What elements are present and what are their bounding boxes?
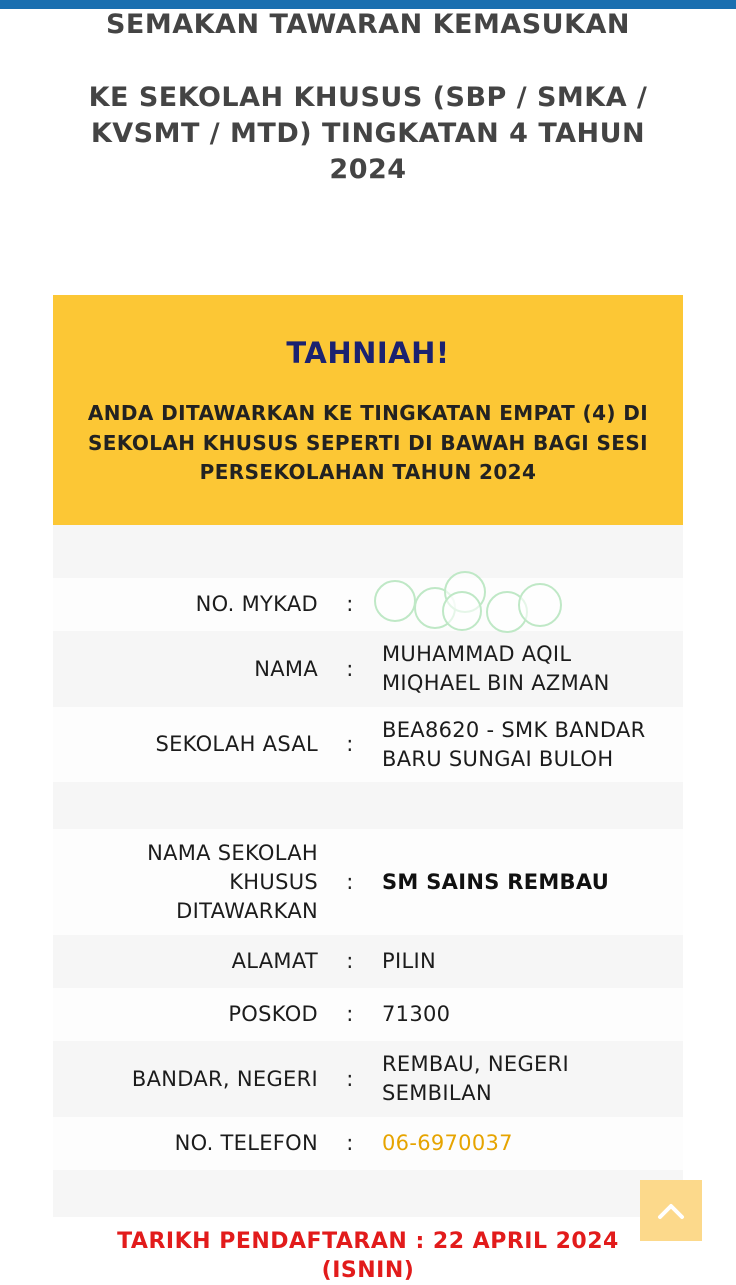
colon: : [346,1066,354,1091]
row-telefon [53,1117,683,1170]
telefon-label: NO. TELEFON [174,1131,318,1155]
back-to-top-button[interactable] [640,1180,702,1241]
telefon-link[interactable]: 06-6970037 [382,1131,513,1155]
row-sekolah-khusus [53,829,683,935]
mykad-value-redacted [382,585,672,625]
chevron-up-icon [657,1202,685,1220]
poskod-label: POSKOD [228,1002,318,1026]
registration-date: TARIKH PENDAFTARAN : 22 APRIL 2024 (ISNIN) [53,1217,683,1285]
colon: : [346,869,354,894]
colon: : [346,949,354,973]
spacer-row [53,782,683,829]
nama-value: MUHAMMAD AQIL MIQHAEL BIN AZMAN [382,642,610,695]
sekolah-asal-label: SEKOLAH ASAL [155,732,318,756]
colon: : [346,1131,354,1155]
colon: : [346,732,354,756]
redaction-mask-icon [382,585,582,625]
spacer-row [53,525,683,578]
row-poskod [53,988,683,1041]
colon: : [346,656,354,681]
bandar-value: REMBAU, NEGERI SEMBILAN [382,1052,569,1105]
row-mykad [53,578,683,631]
row-sekolah-asal [53,707,683,782]
row-bandar-negeri [53,1041,683,1117]
result-card [53,295,683,1285]
sekolah-asal-value: BEA8620 - SMK BANDAR BARU SUNGAI BULOH [382,717,646,771]
sekolah-khusus-value: SM SAINS REMBAU [382,869,610,894]
banner-title: TAHNIAH! [286,336,450,370]
alamat-label: ALAMAT [231,949,318,973]
colon: : [346,592,354,616]
row-nama [53,631,683,707]
banner-message: ANDA DITAWARKAN KE TINGKATAN EMPAT (4) DI SEKOLAH KHUSUS SEPERTI DI BAWAH BAGI SESI PERSEKOLAHAN TAHUN 2024 [87,401,649,484]
row-alamat [53,935,683,988]
congrats-banner [53,295,683,525]
page-subtitle: KE SEKOLAH KHUSUS (SBP / SMKA / KVSMT / MTD) TINGKATAN 4 TAHUN 2024 [88,82,648,185]
page-title: SEMAKAN TAWARAN KEMASUKAN [105,9,631,40]
poskod-value: 71300 [382,1002,451,1026]
nama-label: NAMA [254,656,318,681]
mykad-label: NO. MYKAD [195,592,318,616]
sekolah-khusus-label: NAMA SEKOLAH KHUSUS DITAWARKAN [147,840,318,923]
colon: : [346,1002,354,1026]
alamat-value: PILIN [382,949,436,973]
bandar-label: BANDAR, NEGERI [131,1066,318,1091]
spacer-row [53,1170,683,1217]
